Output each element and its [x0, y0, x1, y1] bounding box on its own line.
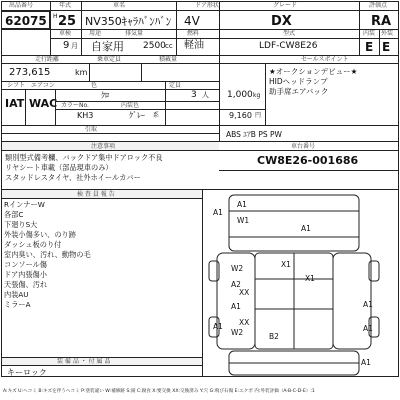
- note-2: リヤシート車載（部品現車のみ）: [5, 163, 113, 172]
- label-reg-month: 車検: [59, 30, 72, 37]
- label-score: 評価点: [369, 2, 388, 9]
- inspector-line-2: 各部C: [4, 210, 24, 219]
- fuel: 軽油: [184, 40, 204, 51]
- color-code: KH3: [77, 111, 94, 120]
- seat-unit: 人: [202, 91, 209, 99]
- inspector-line-11: ミラーA: [4, 300, 31, 309]
- trim-unit: 系: [153, 112, 160, 119]
- label-seating: 乗車定員: [97, 56, 122, 63]
- note-1: 類別型式備考欄、バックドア集中ドアロック不良: [5, 153, 163, 162]
- label-notes: 注意事項: [91, 143, 116, 150]
- label-bottom-note: 装 備 品 ・ 付 属 品: [57, 358, 111, 365]
- equipment: ABS ｴｱB PS PW: [226, 130, 282, 139]
- label-inspector: 検 査 員 報 告: [77, 191, 115, 198]
- era: H: [53, 13, 58, 20]
- ac-type: WAC: [29, 97, 58, 110]
- label-pickup: 引取: [85, 126, 98, 133]
- damage-label: A2: [231, 280, 241, 289]
- shift-type: IAT: [5, 97, 25, 110]
- seat-count: 3: [191, 90, 197, 100]
- vehicle-damage-diagram: [205, 191, 395, 377]
- footer-legend: A:キズ U:ヘコミ B:キズを伴うヘコミ P:塗装違い W:補修跡 S:錆 C:腐食 X:要交換 XX:交換済み Y:穴 G:飛び石傷 E:エクボ 内:外装評価（A-B-C-D-E）:1: [3, 389, 315, 394]
- note-3: スタッドレスタイヤ、社外ホイールカバー: [5, 173, 141, 182]
- label-lot: 出品番号: [9, 2, 34, 9]
- damage-label: A1: [213, 322, 223, 331]
- label-color: 色: [91, 82, 98, 89]
- label-doors: ドア形状: [195, 2, 219, 9]
- inspector-line-6: 室内臭い、汚れ、動物の毛: [4, 250, 91, 259]
- model-year: 25: [58, 14, 77, 29]
- model-name: NV350ｷｬﾗﾊﾞﾝﾊﾞﾝ: [85, 15, 172, 28]
- trim-color: ｸﾞﾚｰ: [129, 111, 145, 120]
- grade: DX: [271, 14, 292, 29]
- frame-number: CW8E26-001686: [257, 154, 359, 167]
- inspector-line-5: ダッシュ板のり付: [4, 240, 62, 249]
- damage-label: XX: [239, 288, 250, 297]
- label-exterior: 外装: [381, 30, 394, 37]
- sales-point-1: ★オークションデビュー★: [269, 67, 358, 76]
- damage-label: A1: [301, 224, 311, 233]
- sales-point-3: 助手席エアバック: [269, 87, 329, 96]
- damage-label: X1: [305, 274, 315, 283]
- label-model-code: 型式: [283, 30, 296, 37]
- label-interior: 内装: [363, 30, 376, 37]
- reg-month-unit: 月: [71, 42, 78, 50]
- label-load: 積載量: [159, 56, 178, 63]
- inspector-line-10: 内装AU: [4, 290, 29, 299]
- label-mileage: 走行距離: [35, 56, 60, 63]
- inspector-line-8: ドア内張傷小: [4, 270, 47, 279]
- inspector-line-3: 下廻りS大: [4, 220, 38, 229]
- label-sales-point: セールスポイント: [301, 56, 349, 63]
- payload: 1,000: [227, 90, 253, 100]
- damage-label: W2: [231, 328, 244, 337]
- damage-label: W1: [237, 216, 250, 225]
- auction-sheet: [1, 1, 399, 399]
- damage-label: A1: [213, 208, 223, 217]
- interior-grade: E: [365, 40, 374, 54]
- label-fuel: 燃料: [187, 30, 200, 37]
- label-usage: 用途: [89, 30, 102, 37]
- damage-label: XX: [239, 318, 250, 327]
- auction-score: RA: [371, 14, 392, 29]
- label-cap: 定員: [169, 82, 182, 89]
- damage-label: A1: [361, 358, 371, 367]
- weight: 9,160: [229, 111, 252, 120]
- damage-label: X1: [281, 260, 291, 269]
- inspector-line-4: 外装小傷多い、のり跡: [4, 230, 76, 239]
- mileage: 273,615: [9, 67, 51, 78]
- displacement-unit: cc: [165, 42, 173, 50]
- label-year: 年式: [59, 2, 72, 9]
- inspector-line-7: コンソール傷: [4, 260, 47, 269]
- usage: 自家用: [91, 40, 124, 53]
- damage-label: A1: [363, 300, 373, 309]
- weight-unit: 円: [255, 112, 262, 119]
- label-displacement: 排気量: [125, 30, 144, 37]
- exterior-grade: E: [382, 40, 391, 54]
- label-shift: シフト: [7, 82, 26, 89]
- damage-label: A1: [231, 302, 241, 311]
- inspector-line-9: 天張傷、汚れ: [4, 280, 48, 289]
- door-type: 4V: [184, 14, 200, 28]
- model-code: LDF-CW8E26: [259, 41, 318, 51]
- damage-label: A1: [237, 200, 247, 209]
- label-trim: 内装色: [121, 102, 140, 109]
- label-frame: 車台番号: [291, 143, 316, 150]
- lot-number: 62075: [5, 14, 47, 28]
- sales-point-2: HIDヘッドランプ: [269, 77, 328, 86]
- inspector-line-1: RインナーW: [4, 200, 45, 209]
- label-model: 車名: [113, 2, 126, 9]
- body-color: ｸﾛ: [101, 91, 109, 100]
- payload-unit: kg: [253, 92, 261, 99]
- bottom-note-value: キーロック: [7, 368, 47, 377]
- mileage-unit: km: [75, 68, 88, 77]
- label-ac: エアコン: [31, 82, 55, 89]
- reg-month: 9: [63, 40, 70, 51]
- damage-label: B2: [269, 332, 279, 341]
- displacement: 2500: [143, 41, 166, 51]
- label-color-code: カラーNo.: [61, 102, 89, 109]
- damage-label: W2: [231, 264, 244, 273]
- label-grade: グレード: [273, 2, 298, 9]
- damage-label: A1: [363, 324, 373, 333]
